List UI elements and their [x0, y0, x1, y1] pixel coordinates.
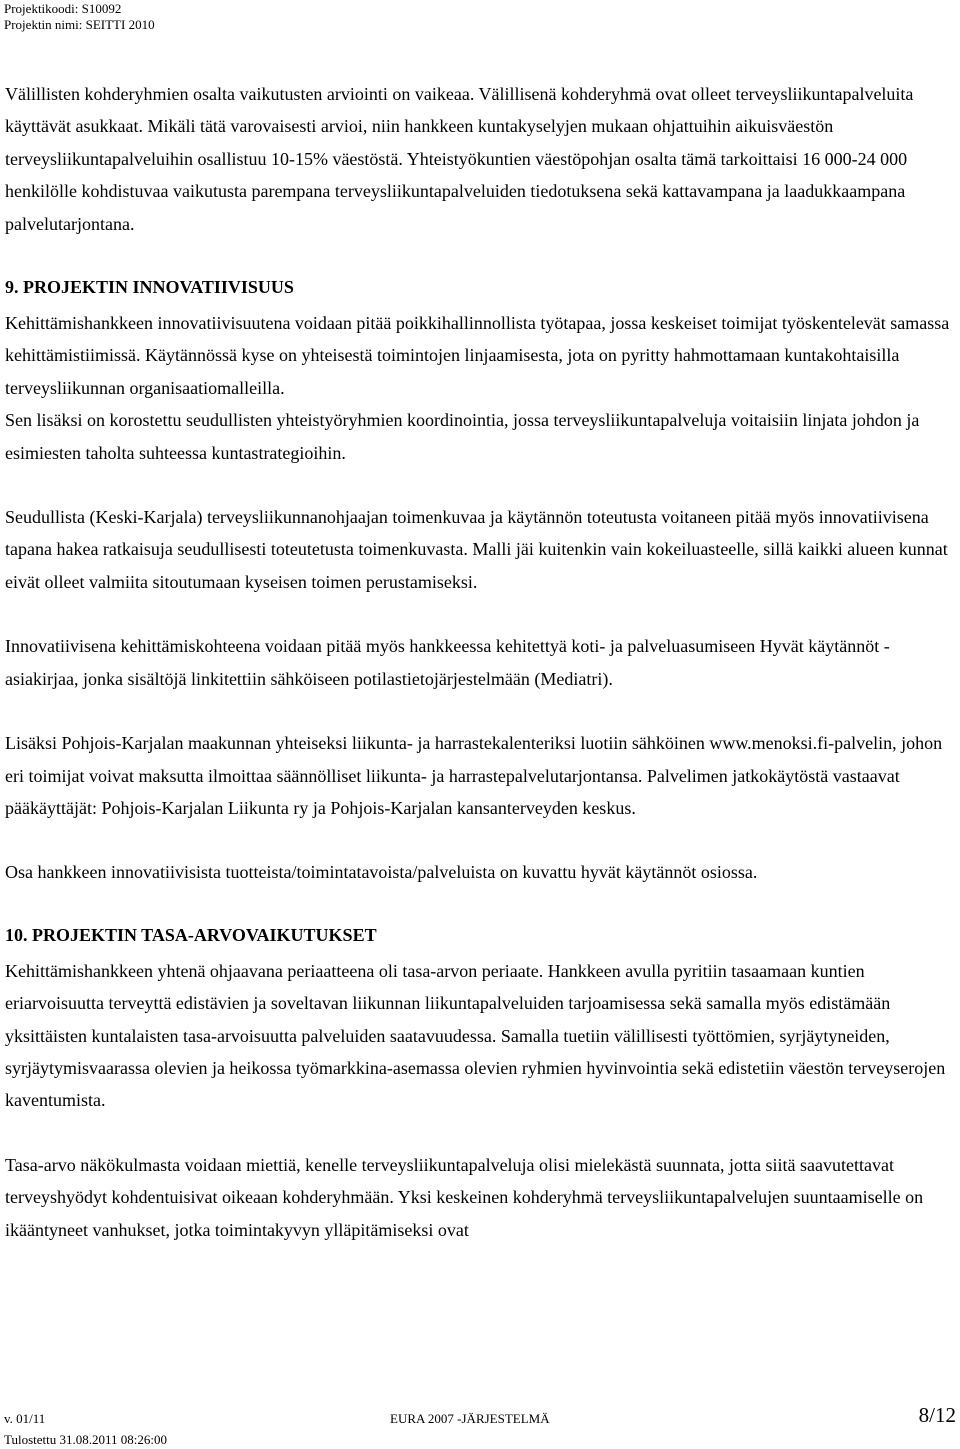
printed-timestamp: Tulostettu 31.08.2011 08:26:00: [4, 1432, 168, 1447]
paragraph: Tasa-arvo näkökulmasta voidaan miettiä, kenelle terveysliikuntapalveluja olisi mielekästä suunnata, jotta siitä saavutettavat terveyshyödyt kohdentuisivat oikeaan kohderyhmään. Yksi keskeinen kohderyhmä terveysliikuntapalvelujen suuntaamiselle on ikääntyneet vanhukset, jotka toimintakyvyn ylläpitämiseksi ovat: [5, 1154, 924, 1240]
paragraph: Välillisten kohderyhmien osalta vaikutusten arviointi on vaikeaa. Välillisenä kohderyhmä ovat olleet terveysliikuntapalveluita käyttävät asukkaat. Mikäli tätä varovaisesti arvioi, niin hankkeen kuntakyselyjen mukaan ohjattuihin aikuisväestön terveysliikuntapalveluihin osallistuu 10-15% väestöstä. Yhteistyökuntien väestöpohjan osalta tämä tarkoittaisi 16 000-24 000 henkilölle kohdistuvaa vaikutusta parempana terveysliikuntapalveluiden tiedotuksena sekä kattavampana ja laadukkaampana palvelutarjontana.: [5, 84, 914, 234]
paragraph: Osa hankkeen innovatiivisista tuotteista/toimintatavoista/palveluista on kuvattu hyvät käytännöt osiossa.: [5, 862, 758, 883]
project-name: Projektin nimi: SEITTI 2010: [4, 17, 155, 32]
project-code: Projektikoodi: S10092: [4, 1, 122, 16]
version-label: v. 01/11: [4, 1411, 46, 1426]
page-header: [4, 1, 155, 33]
document-body: [5, 78, 955, 1246]
paragraph: Kehittämishankkeen yhtenä ohjaavana periaatteena oli tasa-arvon periaate. Hankkeen avulla pyritiin tasaamaan kuntien eriarvoisuutta terveyttä edistävien ja soveltavan liikunnan liikuntapalveluiden tarjoamisessa sekä samalla myös edistämään yksittäisten kuntalaisten tasa-arvoisuutta palveluiden saatavuudessa. Samalla tuetiin välillisesti työttömien, syrjäytyneiden, syrjäytymisvaarassa olevien ja heikossa työmarkkina-asemassa olevien ryhmien hyvinvointia sekä edistetiin väestön terveyserojen kaventumista.: [5, 960, 946, 1111]
section-heading-10: 10. PROJEKTIN TASA-ARVOVAIKUTUKSET: [5, 924, 377, 945]
system-label: EURA 2007 -JÄRJESTELMÄ: [390, 1411, 550, 1426]
page-number: 8/12: [918, 1403, 956, 1427]
paragraph: Seudullista (Keski-Karjala) terveysliikunnanohjaajan toimenkuvaa ja käytännön toteutusta voitaneen pitää myös innovatiivisena tapana hakea ratkaisuja seudullisesti toteutetusta toimenkuvasta. Malli jäi kuitenkin vain kokeiluasteelle, sillä kaikki alueen kunnat eivät olleet valmiita sitoutumaan kyseisen toimen perustamiseksi.: [5, 507, 948, 592]
paragraph: Sen lisäksi on korostettu seudullisten yhteistyöryhmien koordinointia, jossa terveysliikuntapalveluja voitaisiin linjata johdon ja esimiesten taholta suhteessa kuntastrategioihin.: [5, 410, 920, 463]
section-heading-9: 9. PROJEKTIN INNOVATIIVISUUS: [5, 277, 294, 298]
paragraph: Lisäksi Pohjois-Karjalan maakunnan yhteiseksi liikunta- ja harrastekalenteriksi luotiin sähköinen www.menoksi.fi-palvelin, johon eri toimijat voivat maksutta ilmoittaa säännölliset liikunta- ja harrastepalvelutarjontansa. Palvelimen jatkokäytöstä vastaavat pääkäyttäjät: Pohjois-Karjalan Liikunta ry ja Pohjois-Karjalan kansanterveyden keskus.: [5, 733, 943, 818]
paragraph: Innovatiivisena kehittämiskohteena voidaan pitää myös hankkeessa kehitettyä koti- ja palveluasumiseen Hyvät käytännöt -asiakirjaa, jonka sisältöjä linkitettiin sähköiseen potilastietojärjestelmään (Mediatri).: [5, 636, 890, 689]
paragraph: Kehittämishankkeen innovatiivisuutena voidaan pitää poikkihallinnollista työtapaa, jossa keskeiset toimijat työskentelevät samassa kehittämistiimissä. Käytännössä kyse on yhteisestä toimintojen linjaamisesta, jota on pyritty hahmottamaan kuntakohtaisilla terveysliikunnan organisaatiomalleilla.: [5, 313, 950, 398]
